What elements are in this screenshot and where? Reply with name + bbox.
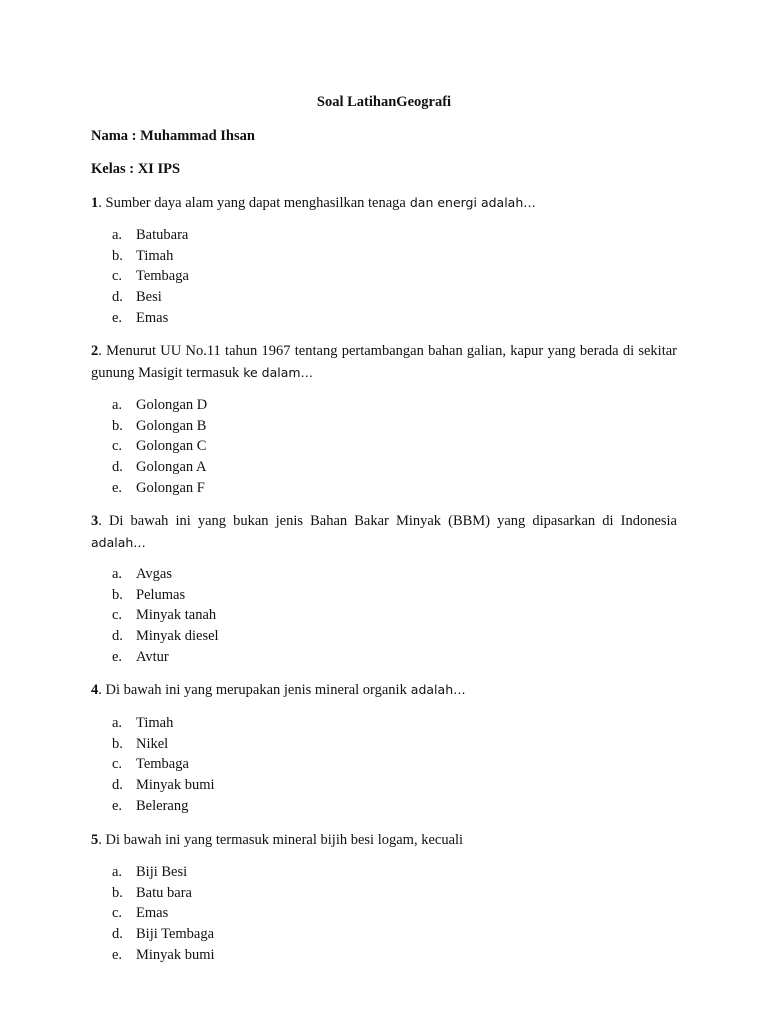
question-number: 1 <box>91 195 99 211</box>
option-letter: d. <box>112 459 123 476</box>
option-text: Belerang <box>136 797 189 814</box>
answer-option <box>112 225 189 246</box>
answer-option <box>112 287 189 308</box>
answer-option <box>112 796 215 817</box>
question-4 <box>91 679 677 701</box>
option-text: Avgas <box>136 566 172 582</box>
option-letter: c. <box>112 438 123 455</box>
option-letter: b. <box>112 586 123 603</box>
option-letter: e. <box>112 309 123 326</box>
option-text: Nikel <box>136 735 169 752</box>
option-text: Batubara <box>136 227 189 243</box>
answer-option <box>112 647 219 668</box>
option-text: Avtur <box>136 648 169 665</box>
option-text: Minyak tanah <box>136 607 217 624</box>
option-text: Timah <box>136 715 174 731</box>
answer-option <box>112 713 215 734</box>
answer-option <box>112 924 215 945</box>
option-letter: e. <box>112 797 123 814</box>
option-letter: e. <box>112 479 123 496</box>
question-number: 3 <box>91 513 99 529</box>
option-letter: b. <box>112 735 123 752</box>
option-text: Biji Tembaga <box>136 926 215 943</box>
answer-options-4 <box>112 713 215 816</box>
option-text: Minyak diesel <box>136 628 219 645</box>
option-letter: c. <box>112 268 123 285</box>
option-letter: c. <box>112 607 123 624</box>
question-text: . Sumber daya alam yang dapat menghasilkan tenaga <box>98 195 406 211</box>
option-text: Biji Besi <box>136 864 188 880</box>
option-text: Timah <box>136 247 174 264</box>
question-number: 2 <box>91 343 99 359</box>
student-class: Kelas : XI IPS <box>91 161 181 177</box>
answer-options-1 <box>112 225 189 328</box>
answer-option <box>112 395 207 416</box>
student-name: Nama : Muhammad Ihsan <box>91 128 255 144</box>
option-text: Golongan C <box>136 438 207 455</box>
option-letter: e. <box>112 946 123 963</box>
option-text: Minyak bumi <box>136 777 215 794</box>
answer-options-3 <box>112 564 219 667</box>
option-text: Golongan A <box>136 459 207 476</box>
answer-option <box>112 605 219 626</box>
answer-option <box>112 564 219 585</box>
answer-option <box>112 903 215 924</box>
option-text: Emas <box>136 905 169 922</box>
option-text: Pelumas <box>136 586 186 603</box>
answer-option <box>112 734 215 755</box>
option-letter: c. <box>112 756 123 773</box>
answer-option <box>112 585 219 606</box>
question-number: 5 <box>91 832 99 848</box>
answer-option <box>112 862 215 883</box>
answer-option <box>112 945 215 966</box>
question-text-tail: ke dalam… <box>239 365 314 380</box>
question-2 <box>91 341 677 384</box>
option-letter: d. <box>112 926 123 943</box>
option-letter: a. <box>112 397 123 413</box>
option-text: Batu bara <box>136 884 192 901</box>
question-text: . Menurut UU No.11 tahun 1967 tentang pertambangan bahan galian, kapur yang berada di sekitar gunung Masigit termasuk <box>91 343 677 381</box>
option-letter: a. <box>112 715 123 731</box>
question-text: . Di bawah ini yang merupakan jenis mineral organik <box>98 682 407 698</box>
answer-options-5 <box>112 862 215 965</box>
answer-option <box>112 457 207 478</box>
option-letter: a. <box>112 566 123 582</box>
option-text: Emas <box>136 309 169 326</box>
option-letter: a. <box>112 864 123 880</box>
option-text: Minyak bumi <box>136 946 215 963</box>
question-text-tail: dan energi adalah… <box>405 195 536 210</box>
option-letter: d. <box>112 628 123 645</box>
question-text-tail: adalah… <box>91 535 146 550</box>
question-3 <box>91 510 677 554</box>
answer-option <box>112 775 215 796</box>
answer-option <box>112 754 215 775</box>
option-text: Tembaga <box>136 756 189 773</box>
option-letter: d. <box>112 777 123 794</box>
option-text: Golongan D <box>136 397 208 413</box>
option-text: Tembaga <box>136 268 189 285</box>
option-letter: b. <box>112 884 123 901</box>
option-text: Golongan F <box>136 479 205 496</box>
answer-options-2 <box>112 395 207 498</box>
question-text: . Di bawah ini yang bukan jenis Bahan Bakar Minyak (BBM) yang dipasarkan di Indonesia <box>98 513 677 529</box>
option-letter: d. <box>112 289 123 306</box>
page-title: Soal LatihanGeografi <box>316 94 452 110</box>
answer-option <box>112 246 189 267</box>
answer-option <box>112 626 219 647</box>
question-1 <box>91 192 677 214</box>
question-text-tail: adalah… <box>406 682 466 697</box>
option-letter: a. <box>112 227 123 243</box>
option-text: Besi <box>136 289 162 306</box>
option-letter: c. <box>112 905 123 922</box>
option-text: Golongan B <box>136 417 207 434</box>
option-letter: b. <box>112 247 123 264</box>
answer-option <box>112 478 207 499</box>
option-letter: b. <box>112 417 123 434</box>
option-letter: e. <box>112 648 123 665</box>
answer-option <box>112 436 207 457</box>
answer-option <box>112 883 215 904</box>
answer-option <box>112 416 207 437</box>
answer-option <box>112 266 189 287</box>
answer-option <box>112 308 189 329</box>
question-5 <box>91 829 677 851</box>
question-text: . Di bawah ini yang termasuk mineral bijih besi logam, kecuali <box>98 832 464 848</box>
question-number: 4 <box>91 682 99 698</box>
